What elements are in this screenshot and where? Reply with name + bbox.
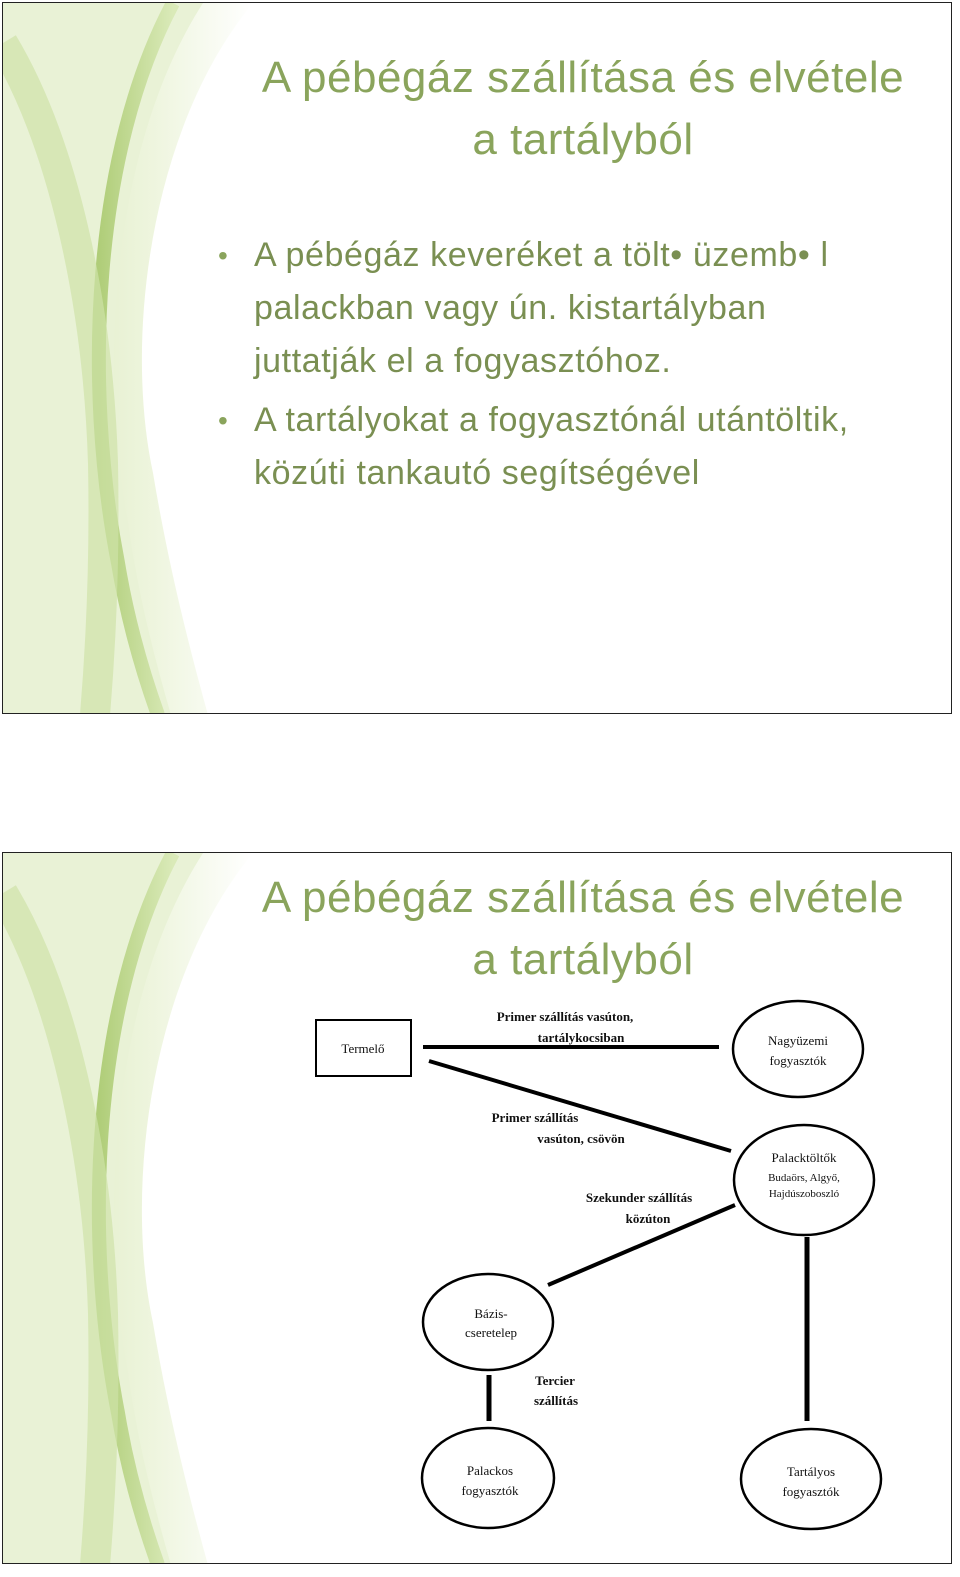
node-label: Palackos bbox=[466, 1463, 514, 1478]
bullet-icon: • bbox=[218, 240, 229, 271]
title-line-1: A pébégáz szállítása és elvétele bbox=[261, 873, 905, 922]
edge-label: közúton bbox=[625, 1211, 671, 1226]
producer-label: Termelő bbox=[341, 1041, 385, 1056]
bottle-consumers-node bbox=[422, 1428, 554, 1528]
node-label: Hajdúszoboszló bbox=[768, 1188, 840, 1200]
bullet-item bbox=[218, 229, 938, 388]
bullet-list bbox=[218, 229, 938, 500]
title-line-1: A pébégáz szállítása és elvétele bbox=[261, 53, 905, 102]
bullet-line: palackban vagy ún. kistartályban bbox=[254, 289, 767, 327]
distribution-diagram bbox=[3, 853, 952, 1564]
bullet-icon: • bbox=[218, 405, 229, 436]
base-depot-node bbox=[423, 1274, 553, 1370]
slide-title bbox=[203, 47, 952, 171]
slide-2 bbox=[2, 852, 952, 1564]
edge-label: vasúton, csövön bbox=[537, 1131, 625, 1146]
title-line-2: a tartályból bbox=[472, 935, 694, 984]
edge-label: Primer szállítás bbox=[491, 1110, 579, 1125]
bullet-line: A tartályokat a fogyasztónál utántöltik, bbox=[254, 401, 849, 439]
node-label: Tartályos bbox=[786, 1464, 836, 1479]
edge-label: szállítás bbox=[533, 1393, 579, 1408]
title-line-2: a tartályból bbox=[472, 115, 694, 164]
node-label: Bázis- bbox=[474, 1306, 508, 1321]
slide-1 bbox=[2, 2, 952, 714]
tank-consumers-node bbox=[741, 1429, 881, 1529]
edge-label: Primer szállítás vasúton, bbox=[496, 1009, 634, 1024]
bullet-line: juttatják el a fogyasztóhoz. bbox=[254, 342, 672, 380]
edge-label: Tercier bbox=[535, 1373, 575, 1388]
node-label: fogyasztók bbox=[461, 1483, 519, 1498]
edge-label: tartálykocsiban bbox=[537, 1030, 625, 1045]
node-label: cseretelep bbox=[465, 1325, 517, 1340]
bullet-line: A pébégáz keveréket a tölt• üzemb• l bbox=[254, 236, 829, 274]
bullet-item bbox=[218, 394, 938, 500]
node-label: Nagyüzemi bbox=[768, 1033, 828, 1048]
node-label: Palacktöltők bbox=[771, 1150, 837, 1165]
node-label: Budaörs, Algyő, bbox=[768, 1172, 840, 1184]
node-label: fogyasztók bbox=[769, 1053, 827, 1068]
big-consumers-node bbox=[733, 1001, 863, 1097]
edge-label: Szekunder szállítás bbox=[585, 1190, 693, 1205]
bullet-line: közúti tankautó segítségével bbox=[254, 454, 700, 492]
node-label: fogyasztók bbox=[782, 1484, 840, 1499]
